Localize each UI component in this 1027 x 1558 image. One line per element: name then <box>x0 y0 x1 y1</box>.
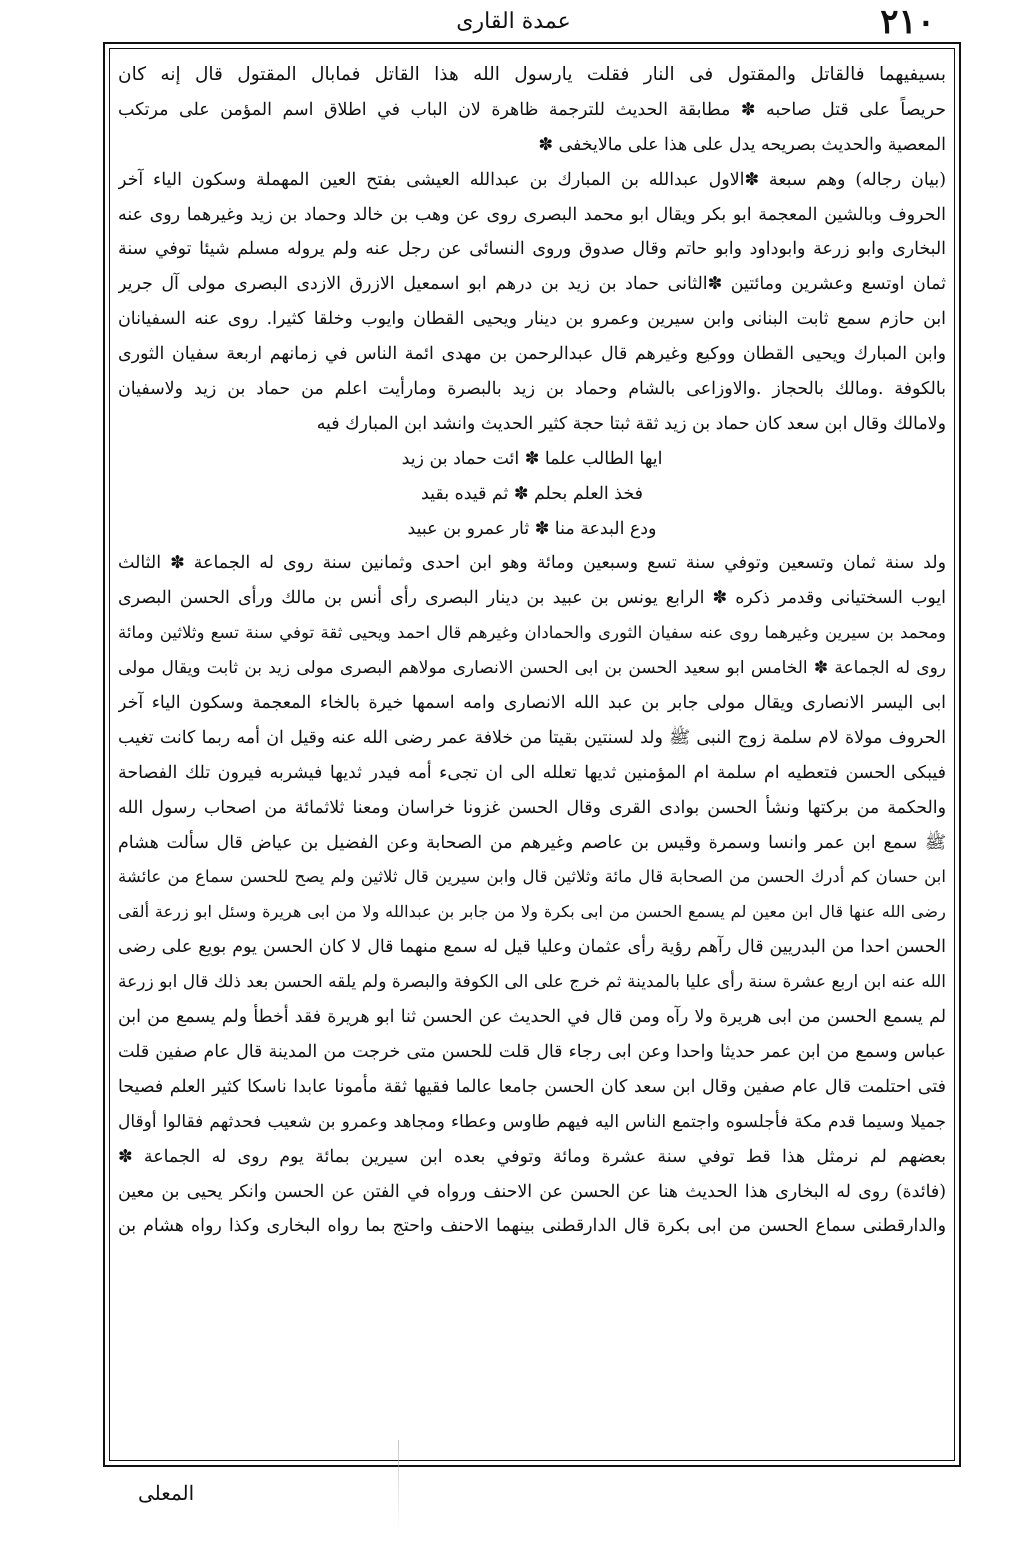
text-line: ﷺ سمع ابن عمر وانسا وسمرة وقيس بن عاصم وغيرهم من الصحابة وعن الفضيل بن عياض قال سألت هشام <box>118 832 946 853</box>
text-line: ابن حسان كم أدرك الحسن من الصحابة قال مائة وثلاثين قال وابن سيرين قال ثلاثين ولم يصح للحسن سماع من عائشة <box>118 867 946 887</box>
text-line: فتى احتلمت قال عام صفين وقال ابن سعد كان الحسن جامعا عالما فقيها ثقة مأمونا عابدا ناسكا كثير العلم فصيحا <box>118 1076 946 1097</box>
text-line: الحروف وبالشين المعجمة ابو بكر ويقال ابو محمد البصرى روى عن وهب بن خالد وحماد بن زيد وغيرهما روى عنه <box>118 204 946 225</box>
text-line: الحروف مولاة لام سلمة زوج النبى ﷺ ولد لسنتين بقيتا من خلافة عمر رضى الله عنه وقيل ان أمه ربما كانت تغيب <box>118 727 946 748</box>
page-number: ٢١٠ <box>880 2 935 42</box>
text-line: ثمان اوتسع وعشرين ومائتين ✽الثانى حماد بن زيد بن درهم ابو اسمعيل الازرق الازدى البصرى مولى آل جرير <box>118 274 946 295</box>
text-line: لم يسمع الحسن من ابى هريرة ولا رآه ومن قال في الحديث عن الحسن ثنا ابو هريرة فقد أخطأ ولم يسمع من ابن <box>118 1007 946 1028</box>
text-line: وابن المبارك ويحيى القطان ووكيع وغيرهم قال عبدالرحمن بن مهدى ائمة الناس في زمانهم اربعة سفيان الثورى <box>118 344 946 365</box>
poem-verse: فخذ العلم بحلم ✽ ثم قيده بقيد <box>421 483 643 504</box>
running-title: عمدة القارى <box>456 9 571 34</box>
page-header <box>0 0 1027 45</box>
poem-verse: ودع البدعة منا ✽ ثار عمرو بن عبيد <box>407 518 657 539</box>
text-line: ومحمد بن سيرين وغيرهما روى عنه سفيان الثورى والحمادان وغيرهم قال احمد ويحيى ثقة توفي سنة تسع وثلاثين ومائة <box>118 623 946 643</box>
text-line: جميلا وسيما قدم مكة فأجلسوه واجتمع الناس اليه فيهم طاوس وعطاء ومجاهد وعمرو بن شعيب فحدثهم فقالوا أوقال <box>118 1111 946 1132</box>
text-line: المعصية والحديث بصريحه يدل على هذا على مالايخفى ✽ <box>538 134 946 155</box>
text-line: والدارقطنى سماع الحسن من ابى بكرة قال الدارقطنى بينهما الاحنف واحتج بما رواه البخارى وكذا رواه هشام بن <box>118 1216 946 1237</box>
text-line: (فائدة) روى له البخارى هذا الحديث هنا عن الحسن عن الاحنف ورواه في الفتن عن الحسن وانكر يحيى بن معين <box>118 1181 946 1202</box>
text-line: حريصاً على قتل صاحبه ✽ مطابقة الحديث للترجمة ظاهرة لان الباب في اطلاق اسم المؤمن على مرتكب <box>118 99 946 120</box>
catchword: المعلى <box>138 1481 195 1505</box>
text-line: روى له الجماعة ✽ الخامس ابو سعيد الحسن بن ابى الحسن الانصارى مولاهم البصرى مولى زيد بن ثابت ويقال مولى <box>118 658 946 679</box>
text-line: بسيفيهما فالقاتل والمقتول فى النار فقلت يارسول الله هذا القاتل فمابال المقتول قال إنه كان <box>118 64 946 85</box>
text-line: ولامالك وقال ابن سعد كان حماد بن زيد ثقة ثبتا حجة كثير الحديث وانشد ابن المبارك فيه <box>316 413 946 434</box>
poem-verse: ايها الطالب علما ✽ ائت حماد بن زيد <box>401 448 663 469</box>
text-line: الله عنه ابن اربع عشرة سنة رأى عليا بالمدينة ثم خرج على الى الكوفة والبصرة ولم يلقه الحسن بعد ذلك قال ابو زرعة <box>118 972 946 993</box>
text-line: ولد سنة ثمان وتسعين وتوفي سنة تسع وسبعين ومائة وهو ابن احدى وثمانين سنة روى له الجماعة ✽ الثالث <box>118 553 946 574</box>
text-line: رضى الله عنها قال ابن معين لم يسمع الحسن من ابى بكرة ولا من جابر بن عبدالله ولا من ابى هريرة وسئل ابو زرعة ألقى <box>118 902 946 922</box>
text-line: ابى اليسر الانصارى ويقال مولى جابر بن عبد الله الانصارى وامه اسمها خيرة بالخاء المعجمة وسكون الياء آخر <box>118 693 946 714</box>
text-line: البخارى وابو زرعة وابوداود وابو حاتم وقال صدوق وروى النسائى عن رجل عنه ولم يروله مسلم شيئا توفي سنة <box>118 239 946 260</box>
text-line: والحكمة من بركتها ونشأ الحسن بوادى القرى وقال الحسن غزونا خراسان ومعنا ثلاثمائة من اصحاب رسول الله <box>118 797 946 818</box>
text-line: (بيان رجاله) وهم سبعة ✽الاول عبدالله بن المبارك بن عبدالله العيشى بفتح العين المهملة وسكون الياء آخر <box>118 169 946 190</box>
text-line: ابن حازم سمع ثابت البنانى وابن سيرين وعمرو بن دينار ويحيى القطان وايوب وخلقا كثيرا. روى عنه السفيانان <box>118 309 946 330</box>
text-line: بعضهم لم نرمثل هذا قط توفي سنة عشرة ومائة وتوفي بعده ابن سيرين بمائة يوم روى له الجماعة ✽ <box>118 1146 946 1167</box>
text-line: ايوب السختيانى وقدمر ذكره ✽ الرابع يونس بن عبيد بن دينار البصرى رأى أنس بن مالك ورأى الحسن البصرى <box>118 588 946 609</box>
text-line: فيبكى الحسن فتعطيه ام سلمة ام المؤمنين ثديها تعلله الى ان تجىء أمه فيدر ثديها فيشربه فيرون تلك الفصاحة <box>118 762 946 783</box>
text-line: بالكوفة .ومالك بالحجاز .والاوزاعى بالشام وحماد بن زيد بالبصرة ومارأيت اعلم من حماد بن زيد ولاسفيان <box>118 379 946 400</box>
page-crease <box>398 1440 399 1530</box>
text-line: عباس وسمع من ابن عمر حديثا واحدا وعن ابى رجاء قال قلت للحسن متى خرجت من المدينة قال عام صفين قلت <box>118 1041 946 1062</box>
text-line: الحسن احدا من البدريين قال رآهم رؤية رأى عثمان وعليا قيل له سمع منهما قال لا كان الحسن يوم بويع على رضى <box>118 937 946 958</box>
main-text <box>118 58 946 1244</box>
